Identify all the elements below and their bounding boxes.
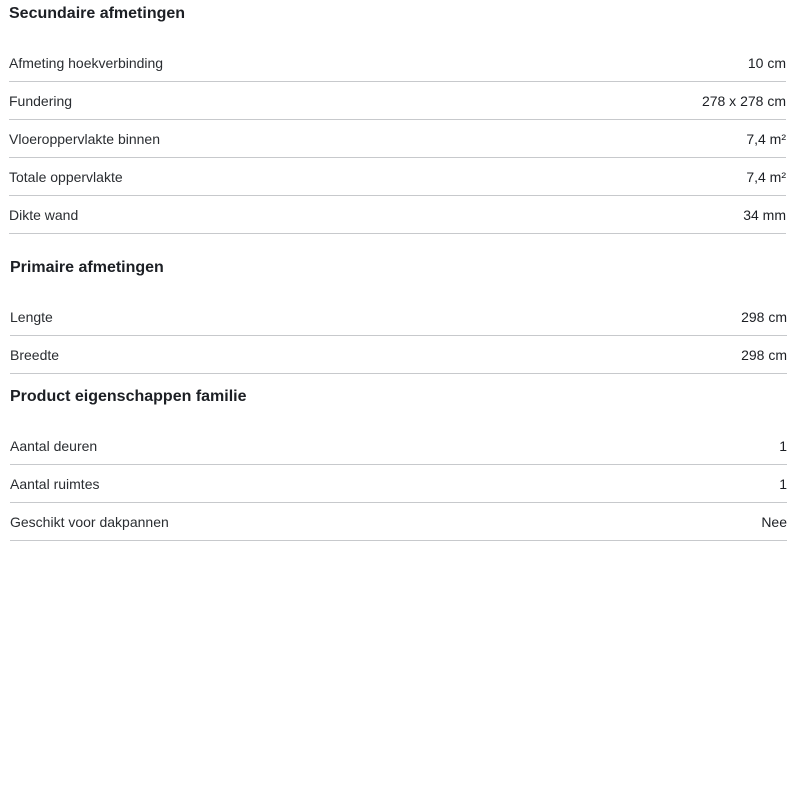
section-product-eigenschappen-familie xyxy=(10,383,787,541)
spec-row xyxy=(9,44,786,82)
spec-row xyxy=(9,158,786,196)
spec-list xyxy=(10,298,787,374)
spec-label: Aantal deuren xyxy=(10,437,98,454)
spec-label: Breedte xyxy=(10,346,60,363)
spec-value: 7,4 m² xyxy=(746,130,786,147)
spec-label: Vloeroppervlakte binnen xyxy=(9,130,160,147)
spec-value: 1 xyxy=(779,475,787,492)
spec-label: Geschikt voor dakpannen xyxy=(10,513,169,530)
spec-row xyxy=(10,503,787,541)
spec-label: Totale oppervlakte xyxy=(9,168,123,185)
spec-value: 7,4 m² xyxy=(746,168,786,185)
spec-value: 298 cm xyxy=(741,308,787,325)
spec-value: 34 mm xyxy=(743,206,786,223)
section-primaire-afmetingen xyxy=(10,254,787,374)
spec-value: 298 cm xyxy=(741,346,787,363)
spec-row xyxy=(10,427,787,465)
section-secundaire-afmetingen xyxy=(9,0,786,234)
spec-value: 10 cm xyxy=(747,54,786,71)
spec-row xyxy=(9,120,786,158)
spec-value: Nee xyxy=(761,513,787,530)
spec-row xyxy=(9,82,786,120)
section-title: Secundaire afmetingen xyxy=(9,5,186,22)
spec-label: Dikte wand xyxy=(9,206,79,223)
spec-value: 1 xyxy=(779,437,787,454)
spec-row xyxy=(10,336,787,374)
spec-label: Lengte xyxy=(10,308,53,325)
spec-row xyxy=(10,298,787,336)
spec-label: Aantal ruimtes xyxy=(10,475,100,492)
spec-row xyxy=(9,196,786,234)
spec-list xyxy=(10,427,787,541)
spec-row xyxy=(10,465,787,503)
section-title: Product eigenschappen familie xyxy=(10,388,247,405)
section-title: Primaire afmetingen xyxy=(10,259,164,276)
spec-list xyxy=(9,44,786,234)
spec-label: Afmeting hoekverbinding xyxy=(9,54,164,71)
spec-value: 278 x 278 cm xyxy=(701,92,786,109)
spec-label: Fundering xyxy=(9,92,73,109)
